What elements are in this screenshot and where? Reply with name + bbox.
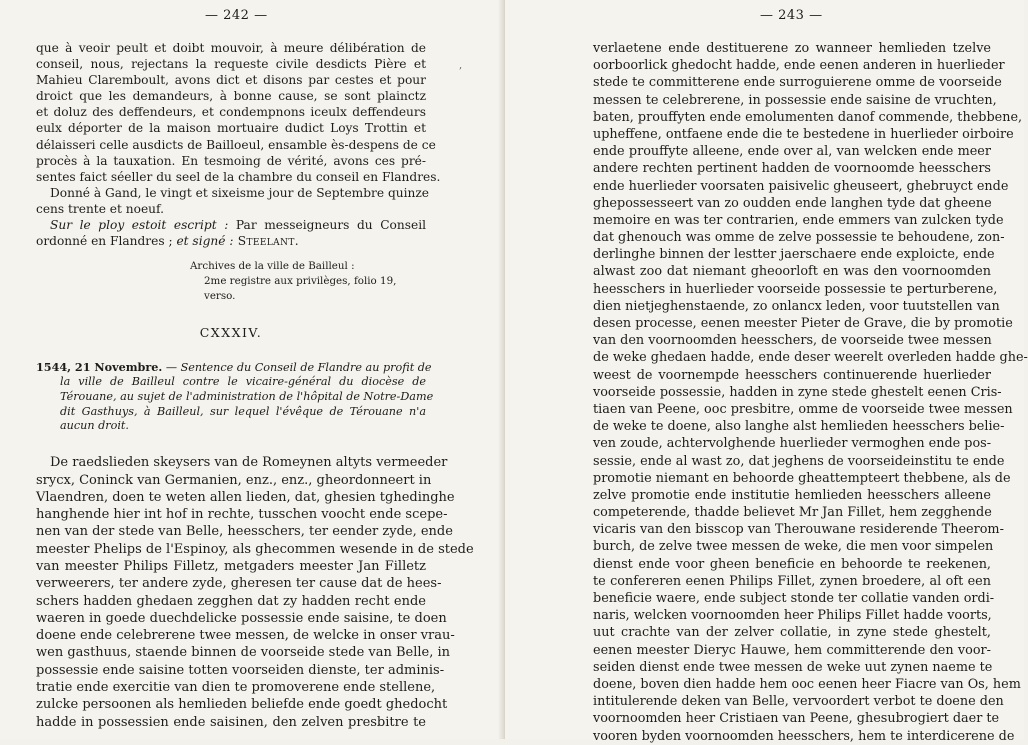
text-line: hadde in possessien ende saisinen, den zelven presbitre te [36, 714, 426, 730]
page-number: — 242 — [205, 8, 268, 23]
summary-first-line [36, 360, 432, 375]
text-line: ghepossesseert van zo oudden ende langhen tyde dat gheene [593, 195, 992, 211]
signed-label: et signé : [172, 234, 234, 249]
right-page [505, 0, 1028, 744]
text-line: délaisseri celle ausdicts de Bailloeul, ensamble ès-despens de ce [36, 137, 436, 152]
text-line: wen gasthuus, staende binnen de voorseide stede van Belle, in [36, 645, 451, 661]
text-line: de weke ghedaen hadde, ende deser weerelt overleden hadde ghe- [593, 350, 1028, 366]
text-line: et doluz des deffendeurs, et condempnons iceulx deffendeurs [36, 105, 426, 120]
text-line: promotie niemant en behoorde gheattempteert thebbene, als de [593, 470, 1011, 486]
document-number: CXXXIV. [199, 325, 263, 341]
summary-line: la ville de Bailleul contre le vicaire-général du diocèse de [60, 375, 426, 389]
text-line: alwast zoo dat niemant gheoorloft en was den voornoomden [593, 264, 991, 280]
opening-paragraph [36, 40, 441, 185]
text-line: desen processe, eenen meester Pieter de Grave, die by promotie [593, 316, 1013, 331]
archive-line: Archives de la ville de Bailleul : [190, 260, 355, 273]
margin-mark: , [459, 60, 463, 71]
text-line: verlaetene ende destituerene zo wanneer hemlieden tzelve [593, 41, 991, 56]
text-line: nen van der stede van Belle, heesschers, ter eender zyde, ende [36, 524, 453, 540]
text-line: stede te committerene ende surroguierene omme de voorseide [593, 75, 1002, 91]
signatory-name: Steelant. [233, 234, 300, 249]
signature-line-2 [36, 233, 426, 249]
text-line: vicaris van den bisscop van Therouwane residerende Theerom- [593, 522, 1004, 538]
left-page [0, 0, 505, 739]
text-line: derlinghe binnen der lestter jaerschaere ende exploicte, ende [593, 247, 995, 263]
summary-line: dit Gasthuys, à Bailleul, sur lequel l'évêque de Térouane n'a [60, 404, 426, 418]
text-line: upheffene, ontfaene ende die te bestedene in huerlieder oirboire [593, 126, 1014, 142]
text-line: voornoomden heer Cristiaen van Peene, ghesubrogiert daer te [593, 711, 1000, 727]
text-line: Mahieu Claremboult, avons dict et disons par cestes et pour [36, 73, 426, 88]
dating-clause [36, 185, 429, 217]
text-line: meester Phelips de l'Espinoy, als ghecommen wesende in de stede [36, 541, 474, 557]
text-line: ven zoude, achtervolghende huerlieder vermoghen ende pos- [593, 436, 992, 452]
text-line: intitulerende deken van Belle, vervoordert verbot te doene den [593, 694, 1004, 710]
text-line: schers hadden ghedaen zegghen dat zy hadden recht ende [36, 593, 426, 609]
archive-line: verso. [204, 290, 236, 303]
text-line: que à veoir peult et doibt mouvoir, à meure délibération de [36, 41, 426, 55]
text-line: possessie ende saisine totten voorseiden dienste, ter adminis- [36, 662, 445, 678]
text-line: Donné à Gand, le vingt et sixeisme jour de Septembre quinze [50, 185, 429, 200]
text-line: verweerers, ter andere zyde, gheresen ter cause dat de hees- [36, 576, 442, 592]
text-line: oorboorlick ghedocht hadde, ende eenen anderen in huerlieder [593, 58, 1005, 74]
text-line: eenen meester Dieryc Hauwe, hem committerende den voor- [593, 642, 991, 658]
text-line: baten, prouffyten ende emolumenten danof commende, thebbene, [593, 109, 1023, 125]
text-line: tratie ende exercitie van dien te promoverene ende stellene, [36, 680, 436, 696]
text-line: seiden dienst ende twee messen de weke uut zynen naeme te [593, 659, 993, 675]
text-line: naris, welcken voornoomden heer Philips Fillet hadde voorts, [593, 608, 992, 624]
text-line: dat ghenouch was omme de zelve possessie te behoudene, zon- [593, 230, 1005, 246]
text-line: van meester Philips Filletz, metgaders meester Jan Filletz [36, 558, 426, 574]
text-line: doene ende celebrerene twee messen, de welcke in onser vrau- [36, 628, 455, 644]
signature-text: Par messeigneurs du Conseil [228, 218, 427, 233]
signature-text-2: ordonné en Flandres ; [36, 234, 173, 249]
text-line: ende prouffyte alleene, ende over al, van welcken ende meer [593, 144, 991, 160]
signature-line-1 [36, 217, 426, 233]
text-line: Vlaendren, doen te weten allen lieden, dat, ghesien tghedinghe [36, 489, 455, 505]
archive-line: 2me registre aux privilèges, folio 19, [204, 275, 397, 288]
text-line: voorseide possessie, hadden in zyne stede ghestelt eenen Cris- [593, 384, 1002, 400]
left-text-column [36, 40, 474, 731]
summary-line: aucun droit. [60, 419, 129, 433]
text-line: eulx déporter de la maison mortuaire dudict Loys Trottin et [36, 121, 426, 136]
page-number: — 243 — [760, 8, 823, 23]
document-date: 1544, 21 Novembre. [36, 360, 163, 375]
text-line: weest de voornempde heesschers continuerende huerlieder [593, 367, 991, 383]
text-line: sessie, ende al wast zo, dat jeghens de voorseideinstitu te ende [593, 453, 1005, 469]
text-line: zelve promotie ende institutie hemlieden heesschers alleene [593, 487, 991, 503]
text-line: vooren byden voornoomden heesschers, hem te interdicerene de [593, 728, 1015, 744]
document-body [36, 454, 474, 731]
text-line: procès à la tauxation. En tesmoing de vérité, avons ces pré- [36, 153, 426, 168]
text-line: doene, boven dien hadde hem ooc eenen heer Fiacre van Os, hem [593, 676, 1021, 692]
archive-reference [190, 259, 426, 304]
text-line: conseil, nous, rejectans la requeste civile desdicts Pière et [36, 57, 426, 72]
text-line: burch, de zelve twee messen de weke, die men voor simpelen [593, 539, 994, 555]
signature-label: Sur le ploy estoit escript : [50, 218, 229, 233]
text-line: sentes faict séeller du seel de la chambre du conseil en Flandres. [36, 169, 441, 184]
text-line: De raedslieden skeysers van de Romeynen altyts vermeeder [50, 455, 448, 471]
text-line: waeren in goede duechdelicke possessie ende saisine, te doen [36, 610, 447, 626]
text-line: messen te celebrerene, in possessie ende saisine de vruchten, [593, 92, 997, 108]
text-line: uut crachte van der zelver collatie, in zyne stede ghestelt, [593, 625, 991, 641]
text-line: de weke te doene, also langhe alst hemlieden heesschers belie- [593, 419, 1005, 435]
right-text-column [593, 40, 1028, 745]
text-line: andere rechten pertinent hadden de voornoomde heesschers [593, 161, 991, 177]
text-line: memoire en was ter contrarien, ende emmers van zulcken tyde [593, 212, 1004, 228]
text-line: competerende, thadde believet Mr Jan Fillet, hem zegghende [593, 505, 992, 521]
text-line: heesschers in huerlieder voorseide possessie te perturberene, [593, 281, 998, 297]
text-line: ende huerlieder voorsaten paisivelic gheuseert, ghebruyct ende [593, 178, 1009, 194]
text-line: zulcke persoonen als hemlieden beliefde ende goedt ghedocht [36, 697, 448, 713]
text-line: droict que les demandeurs, à bonne cause, se sont plainctz [36, 89, 426, 104]
text-line: hanghende hier int hof in rechte, tusschen voocht ende scepe- [36, 507, 448, 523]
summary-text: — Sentence du Conseil de Flandre au profit de [162, 361, 432, 375]
text-line: van den voornoomden heesschers, de voorseide twee messen [593, 333, 992, 349]
text-line: tiaen van Peene, ooc presbitre, omme de voorseide twee messen [593, 401, 1013, 417]
text-line: dien nietjeghenstaende, zo onlancx leden, voor tuutstellen van [593, 298, 1000, 314]
text-line: dienst ende voor gheen beneficie en behoorde te reekenen, [593, 556, 991, 572]
text-line: beneficie waere, ende subject stonde ter collatie vanden ordi- [593, 591, 995, 606]
text-line: cens trente et noeuf. [36, 201, 164, 216]
text-line: te confereren eenen Philips Fillet, zynen broedere, al oft een [593, 573, 991, 589]
summary-line: Térouane, au sujet de l'administration de l'hôpital de Notre-Dame [60, 389, 434, 403]
text-line: srycx, Coninck van Germanien, enz., enz., gheordonneert in [36, 472, 432, 488]
document-summary [36, 360, 434, 434]
